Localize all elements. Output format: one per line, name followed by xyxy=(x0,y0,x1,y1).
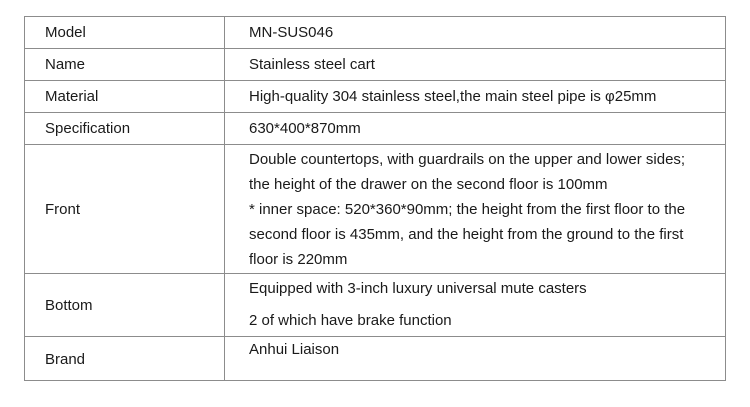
spec-row-front xyxy=(25,145,726,274)
bottom-line: 2 of which have brake function xyxy=(249,312,452,329)
spec-label-name: Name xyxy=(25,49,225,81)
spec-value-material: High-quality 304 stainless steel,the main steel pipe is φ25mm xyxy=(225,81,726,113)
spec-label-brand-cell xyxy=(25,337,225,381)
spec-value-brand-cell xyxy=(225,337,726,381)
bottom-line: Equipped with 3-inch luxury universal mute casters xyxy=(249,280,587,297)
spec-row-bottom xyxy=(25,274,726,337)
spec-value-front xyxy=(225,145,726,274)
spec-row-brand xyxy=(25,337,726,381)
front-line: second floor is 435mm, and the height from the ground to the first xyxy=(249,226,684,243)
front-line: the height of the drawer on the second floor is 100mm xyxy=(249,176,608,193)
spec-label-bottom: Bottom xyxy=(25,274,225,337)
spec-label-specification: Specification xyxy=(25,113,225,145)
spec-value-specification: 630*400*870mm xyxy=(225,113,726,145)
spec-row-specification xyxy=(25,113,726,145)
front-line: floor is 220mm xyxy=(249,251,348,268)
spec-label-front: Front xyxy=(25,145,225,274)
front-line: Double countertops, with guardrails on the upper and lower sides; xyxy=(249,151,686,168)
spec-row-material xyxy=(25,81,726,113)
spec-value-name: Stainless steel cart xyxy=(225,49,726,81)
spec-value-bottom xyxy=(225,274,726,337)
spec-label-material: Material xyxy=(25,81,225,113)
spec-row-model xyxy=(25,17,726,49)
spec-label-model: Model xyxy=(25,17,225,49)
product-spec-table xyxy=(24,16,726,381)
front-line: * inner space: 520*360*90mm; the height from the first floor to the xyxy=(249,201,686,218)
spec-value-brand: Anhui Liaison xyxy=(249,341,340,358)
spec-value-model: MN-SUS046 xyxy=(225,17,726,49)
spec-label-brand: Brand xyxy=(45,351,86,368)
spec-row-name xyxy=(25,49,726,81)
